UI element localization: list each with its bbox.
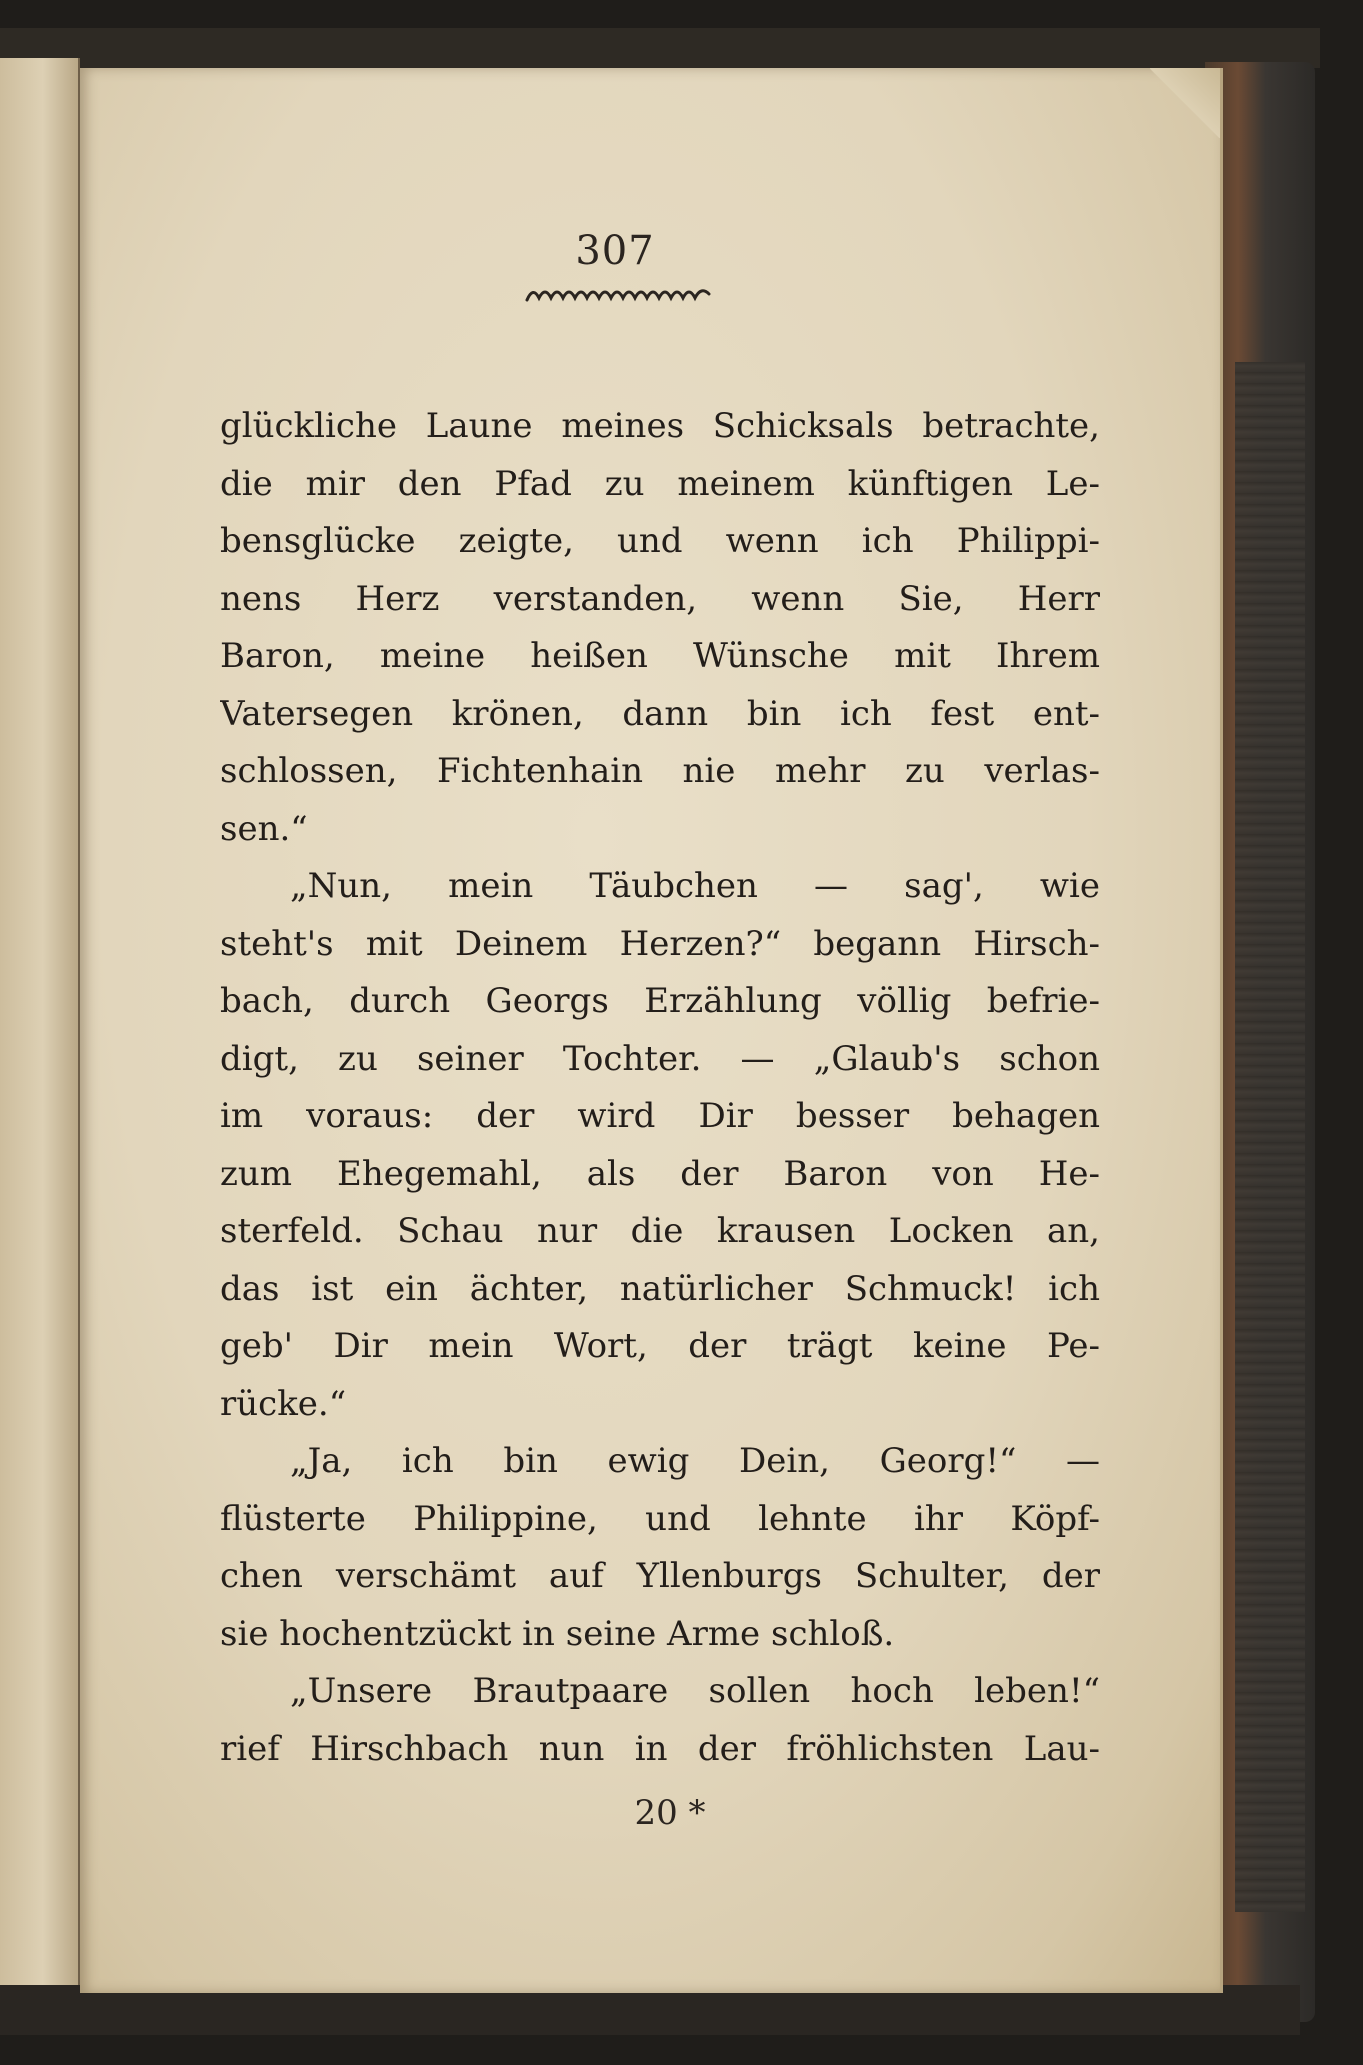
folded-page-corner (1150, 68, 1220, 138)
page-number: 307 (575, 228, 655, 274)
text-line: geb' Dir mein Wort, der trägt keine Pe- (220, 1326, 1100, 1366)
text-line: „Unsere Brautpaare sollen hoch leben!“ (290, 1671, 1100, 1711)
text-line: chen verschämt auf Yllenburgs Schulter, der (220, 1556, 1100, 1596)
text-line: im voraus: der wird Dir besser behagen (220, 1096, 1100, 1136)
text-line: sen.“ (220, 808, 308, 849)
text-line: rücke.“ (220, 1383, 347, 1424)
text-line: bach, durch Georgs Erzählung völlig befrie- (220, 981, 1100, 1021)
text-line: „Ja, ich bin ewig Dein, Georg!“ — (290, 1441, 1100, 1481)
text-line: digt, zu seiner Tochter. — „Glaub's schon (220, 1038, 1100, 1079)
text-line: Vatersegen krönen, dann bin ich fest ent- (220, 693, 1100, 734)
text-line: flüsterte Philippine, und lehnte ihr Köpf- (220, 1498, 1100, 1539)
previous-page-edge (0, 58, 80, 2018)
text-line: rief Hirschbach nun in der fröhlichsten Lau- (220, 1728, 1100, 1769)
text-line: die mir den Pfad zu meinem künftigen Le- (220, 463, 1100, 504)
text-line: schlossen, Fichtenhain nie mehr zu verlas- (220, 751, 1100, 791)
text-line: glückliche Laune meines Schicksals betrachte, (220, 406, 1100, 446)
text-line: sterfeld. Schau nur die krausen Locken an, (220, 1211, 1100, 1251)
book-cover-top (0, 28, 1320, 68)
text-line: das ist ein ächter, natürlicher Schmuck! ich (220, 1268, 1100, 1309)
book-page (80, 68, 1223, 1993)
text-line: bensglücke zeigte, und wenn ich Philippi- (220, 521, 1100, 561)
text-line: steht's mit Deinem Herzen?“ begann Hirsch- (220, 923, 1100, 964)
text-line: Baron, meine heißen Wünsche mit Ihrem (220, 636, 1100, 676)
wave-ornament-icon (525, 280, 715, 306)
text-line: sie hochentzückt in seine Arme schloß. (220, 1613, 895, 1654)
text-line: nens Herz verstanden, wenn Sie, Herr (220, 578, 1100, 619)
text-line: zum Ehegemahl, als der Baron von He- (220, 1153, 1100, 1194)
page-body-text (220, 398, 1100, 1778)
signature-mark: 20 * (634, 1793, 706, 1833)
text-line: „Nun, mein Täubchen — sag', wie (290, 866, 1100, 906)
